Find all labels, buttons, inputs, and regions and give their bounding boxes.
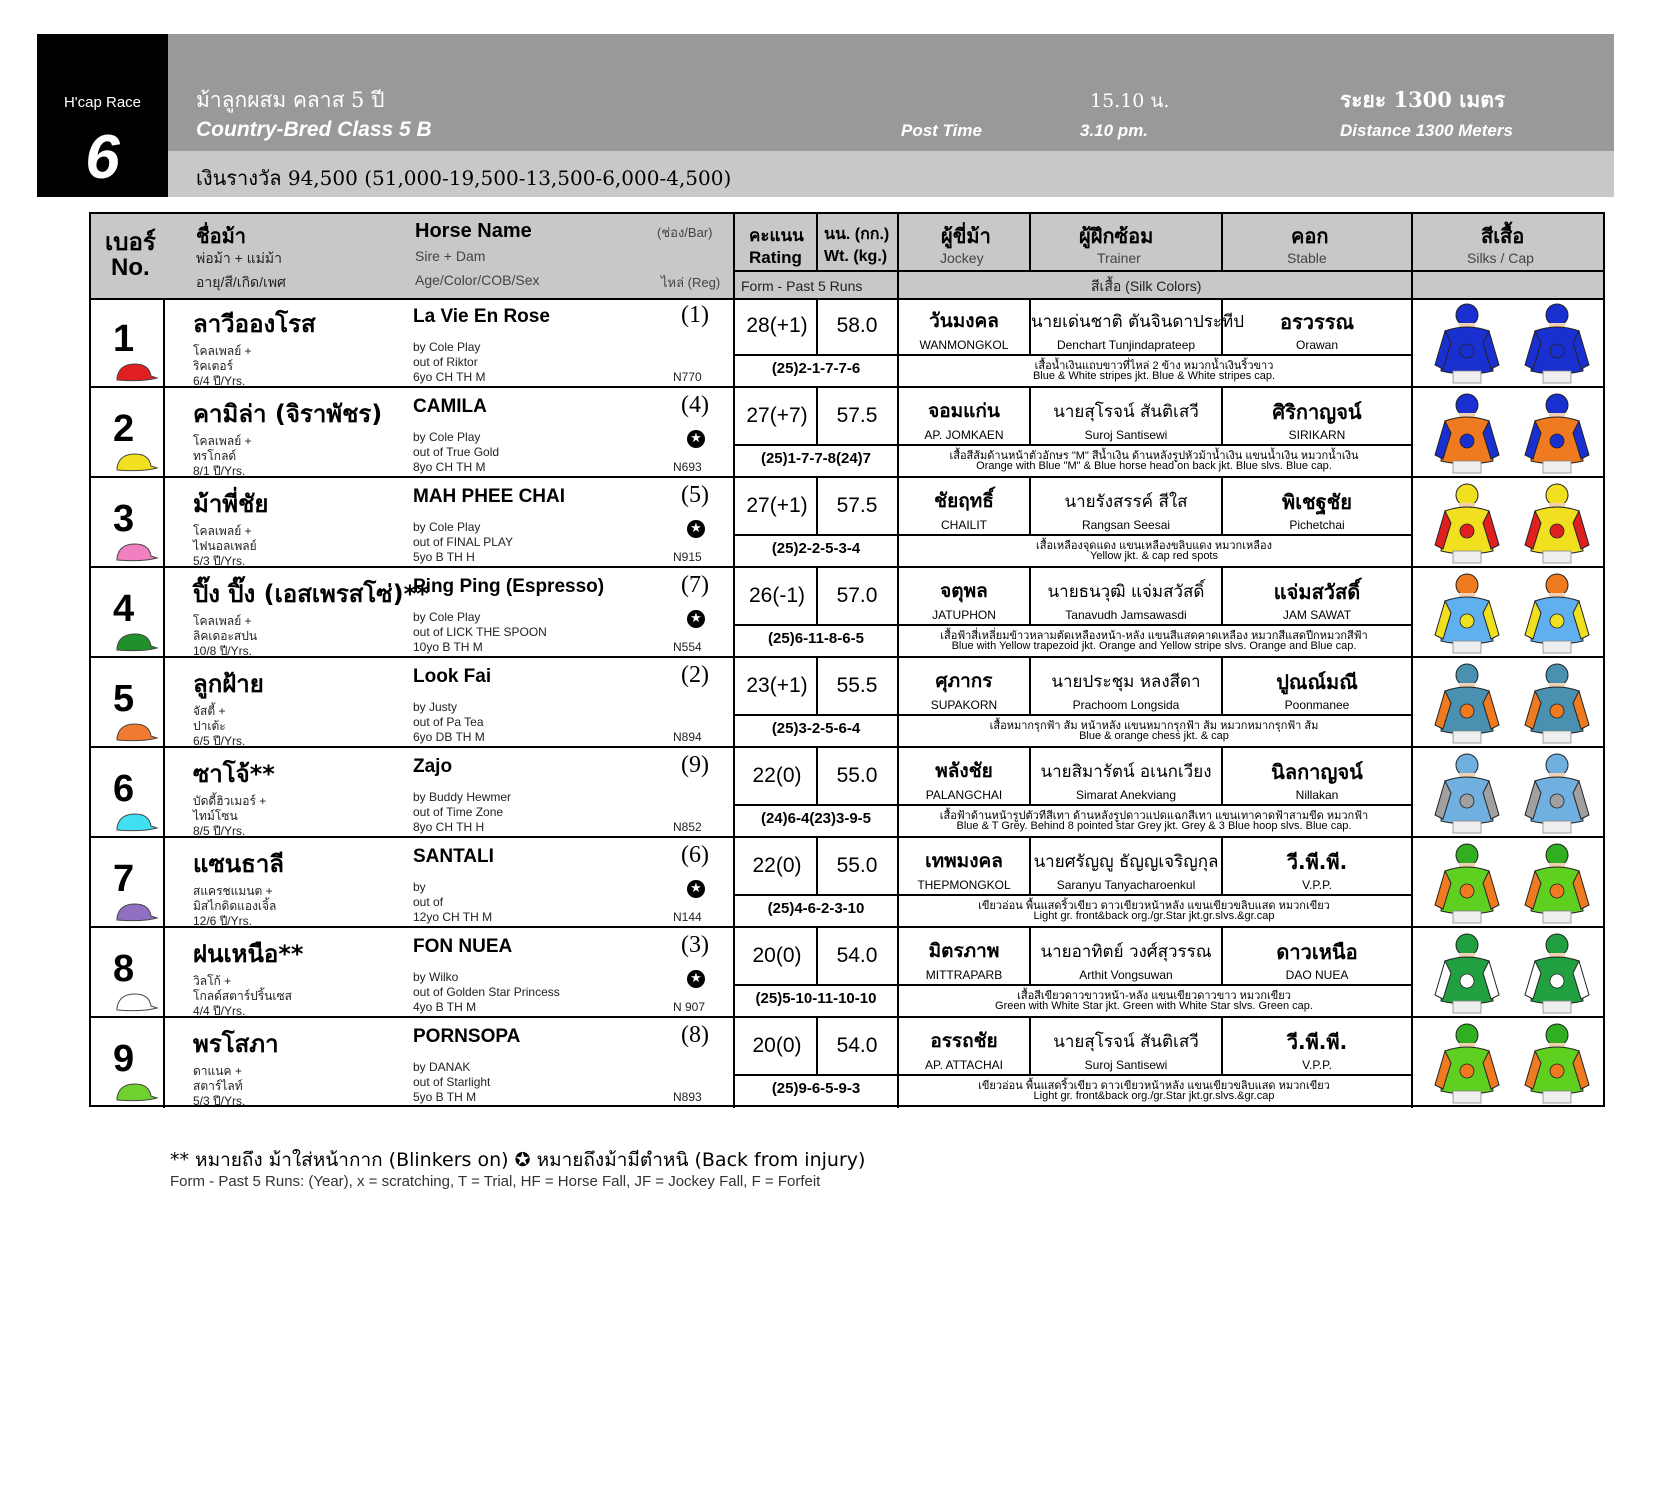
rating: 22(0) bbox=[752, 854, 802, 877]
header-age-thai: อายุ/สี/เกิด/เพศ bbox=[196, 274, 286, 290]
jockey-thai: เทพมงคล bbox=[925, 850, 1003, 872]
dam-thai: มิสไกดิดแองเจิ้ล bbox=[193, 899, 277, 913]
barrier: (9) bbox=[681, 752, 709, 778]
horse-name: PORNSOPA bbox=[413, 1026, 521, 1047]
sire: by Cole Play bbox=[413, 610, 481, 624]
post-time-thai: 15.10 น. bbox=[1090, 90, 1170, 112]
header-stable: Stable bbox=[1287, 250, 1327, 266]
registration: N554 bbox=[673, 640, 702, 654]
silk-colors: Blue & orange chess jkt. & cap bbox=[1079, 730, 1229, 742]
jockey-thai: พลังชัย bbox=[935, 760, 993, 782]
runners-table bbox=[89, 212, 1605, 1107]
injury-star-icon: ★ bbox=[687, 880, 705, 898]
header-reg: ไหล่ (Reg) bbox=[661, 275, 721, 290]
rating: 20(0) bbox=[752, 944, 802, 967]
header-weight: Wt. (kg.) bbox=[824, 248, 888, 265]
jockey: PALANGCHAI bbox=[925, 788, 1003, 802]
cap-icon bbox=[113, 540, 159, 562]
weight: 55.0 bbox=[836, 764, 878, 787]
stable-thai: ปูณณ์มณี bbox=[1276, 670, 1358, 694]
stable: V.P.P. bbox=[1302, 1058, 1332, 1072]
past-form: (25)2-2-5-3-4 bbox=[771, 540, 861, 557]
jockey: WANMONGKOL bbox=[919, 338, 1009, 352]
silk-colors-thai: เสื้อฟ้าด้านหน้ารูปตัวทีสีเทา ด้านหลังรูปดาวแปดแฉกสีเทา แขนเทาคาดฟ้าสามขีด หมวกฟ้า bbox=[939, 810, 1369, 822]
sire-thai: โคลเพลย์ + bbox=[193, 344, 252, 358]
stable-thai: แจ่มสวัสดิ์ bbox=[1273, 580, 1361, 604]
header-weight-thai: นน. (กก.) bbox=[824, 226, 890, 243]
silk-colors-thai: เขียวอ่อน พื้นแสดริ้วเขียว ดาวเขียวหน้าหลัง แขนเขียวขลิบแสด หมวกเขียว bbox=[978, 900, 1330, 912]
dam-thai: ริคเตอร์ bbox=[193, 359, 234, 373]
silk-colors: Yellow jkt. & cap red spots bbox=[1090, 550, 1218, 562]
table-row bbox=[91, 298, 1603, 388]
header-sire-dam-thai: พ่อม้า + แม่ม้า bbox=[196, 250, 283, 266]
jockey-silk-icon bbox=[1431, 481, 1503, 565]
age-color-sex: 4yo B TH M bbox=[413, 1000, 477, 1014]
jockey-silk-icon bbox=[1431, 661, 1503, 745]
table-row bbox=[91, 748, 1603, 838]
jockey-silk-icon bbox=[1521, 931, 1593, 1015]
silk-colors: Orange with Blue "M" & Blue horse head on back jkt. Blue slvs. Blue cap. bbox=[976, 460, 1332, 472]
jockey: CHAILIT bbox=[940, 518, 987, 532]
rating: 26(-1) bbox=[748, 584, 806, 607]
jockey-thai: อรรถชัย bbox=[930, 1030, 998, 1052]
age-thai: 12/6 ปี/Yrs. bbox=[193, 914, 252, 928]
horse-name-thai: ปิ๊ง ปิ๊ง (เอสเพรสโซ่)** bbox=[193, 580, 429, 608]
past-form: (25)2-1-7-7-6 bbox=[771, 360, 861, 377]
barrier: (3) bbox=[681, 932, 709, 958]
weight: 54.0 bbox=[836, 1034, 878, 1057]
trainer-thai: นายรังสรรค์ สีใส bbox=[1064, 492, 1188, 512]
jockey-silk-icon bbox=[1431, 931, 1503, 1015]
hcap-label: H'cap Race bbox=[63, 94, 142, 111]
horse-name-thai: พรโสภา bbox=[193, 1030, 279, 1058]
jockey-thai: จอมแก่น bbox=[928, 400, 1000, 422]
trainer: Prachoom Longsida bbox=[1072, 698, 1180, 712]
stable: Orawan bbox=[1295, 338, 1339, 352]
age-color-sex: 5yo B TH H bbox=[413, 550, 475, 564]
jockey: AP. ATTACHAI bbox=[924, 1058, 1004, 1072]
weight: 57.5 bbox=[836, 404, 878, 427]
horse-name-thai: ลูกฝ้าย bbox=[193, 670, 264, 698]
past-form: (25)6-11-8-6-5 bbox=[768, 630, 864, 647]
jockey-silk-icon bbox=[1431, 1021, 1503, 1105]
table-row bbox=[91, 568, 1603, 658]
sire: by Cole Play bbox=[413, 430, 481, 444]
dam-thai: ไฟนอลเพลย์ bbox=[193, 539, 257, 553]
cap-icon bbox=[113, 900, 159, 922]
race-number: 6 bbox=[85, 123, 120, 192]
horse-name-thai: ฝนเหนือ** bbox=[193, 940, 304, 968]
age-thai: 4/4 ปี/Yrs. bbox=[193, 1004, 246, 1018]
age-thai: 6/4 ปี/Yrs. bbox=[193, 374, 246, 388]
header-rating: Rating bbox=[749, 248, 802, 267]
horse-name-thai: แซนธาลี bbox=[193, 850, 284, 878]
dam: out of Time Zone bbox=[413, 805, 504, 819]
sire-thai: วิลโก้ + bbox=[193, 974, 232, 988]
jockey-silk-icon bbox=[1521, 571, 1593, 655]
table-row bbox=[91, 1018, 1603, 1108]
rating: 28(+1) bbox=[746, 314, 808, 337]
rating: 22(0) bbox=[752, 764, 802, 787]
horse-name: La Vie En Rose bbox=[413, 306, 550, 327]
dam-thai: ลิคเดอะสปน bbox=[193, 629, 258, 643]
horse-number: 9 bbox=[113, 1038, 135, 1080]
horse-name: SANTALI bbox=[413, 846, 494, 867]
dam: out of bbox=[413, 895, 444, 909]
jockey-thai: วันมงคล bbox=[929, 310, 999, 332]
trainer-thai: นายสุโรจน์ สันติเสวี bbox=[1053, 1032, 1199, 1052]
sire: by Cole Play bbox=[413, 340, 481, 354]
jockey-silk-icon bbox=[1521, 661, 1593, 745]
stable-thai: นิลกาญจน์ bbox=[1271, 760, 1363, 784]
dam: out of LICK THE SPOON bbox=[413, 625, 547, 639]
cap-icon bbox=[113, 1080, 159, 1102]
sire-thai: โคลเพลย์ + bbox=[193, 614, 252, 628]
past-form: (25)9-6-5-9-3 bbox=[771, 1080, 861, 1097]
trainer: Arthit Vongsuwan bbox=[1079, 968, 1173, 982]
barrier: (8) bbox=[681, 1022, 709, 1048]
distance-thai: ระยะ 1300 เมตร bbox=[1340, 87, 1506, 112]
silk-colors: Light gr. front&back org./gr.Star jkt.gr.slvs.&gr.cap bbox=[1033, 910, 1275, 922]
trainer: Denchart Tunjindaprateep bbox=[1056, 338, 1196, 352]
table-row bbox=[91, 928, 1603, 1018]
distance: Distance 1300 Meters bbox=[1340, 121, 1513, 140]
injury-star-icon: ★ bbox=[687, 610, 705, 628]
silk-colors-thai: เสื้อน้ำเงินแถบขาวที่ไหล่ 2 ข้าง หมวกน้ำเงินริ้วขาว bbox=[1034, 360, 1274, 372]
registration: N693 bbox=[673, 460, 702, 474]
stable: Nillakan bbox=[1295, 788, 1339, 802]
post-time: 3.10 pm. bbox=[1080, 121, 1149, 140]
header-horse-name: Horse Name bbox=[415, 220, 532, 242]
silk-colors: Blue & T Grey. Behind 8 pointed star Grey jkt. Grey & 3 Blue hoop slvs. Blue cap. bbox=[956, 820, 1352, 832]
sire: by bbox=[413, 880, 426, 894]
jockey: JATUPHON bbox=[932, 608, 996, 622]
cap-icon bbox=[113, 630, 159, 652]
weight: 55.0 bbox=[836, 854, 878, 877]
silk-colors: Green with White Star jkt. Green with White Star slvs. Green cap. bbox=[995, 1000, 1313, 1012]
sire: by Wilko bbox=[413, 970, 459, 984]
age-thai: 8/5 ปี/Yrs. bbox=[193, 824, 246, 838]
header-stable-thai: คอก bbox=[1291, 226, 1329, 248]
horse-name: CAMILA bbox=[413, 396, 487, 417]
jockey-silk-icon bbox=[1521, 391, 1593, 475]
trainer-thai: นายสุโรจน์ สันติเสวี bbox=[1053, 402, 1199, 422]
header-jockey-thai: ผู้ขี่ม้า bbox=[941, 226, 991, 248]
header-form: Form - Past 5 Runs bbox=[741, 278, 863, 294]
barrier: (5) bbox=[681, 482, 709, 508]
post-time-label: Post Time bbox=[901, 121, 982, 140]
cap-icon bbox=[113, 990, 159, 1012]
sire-thai: บัดดี้ฮิวเมอร์ + bbox=[193, 794, 267, 808]
weight: 57.0 bbox=[836, 584, 878, 607]
horse-name-thai: คามิล่า (จิราพัชร) bbox=[193, 400, 383, 428]
barrier: (7) bbox=[681, 572, 709, 598]
past-form: (25)5-10-11-10-10 bbox=[755, 990, 877, 1007]
header-no-thai: เบอร์ bbox=[105, 229, 156, 256]
trainer: Suroj Santisewi bbox=[1084, 428, 1168, 442]
jockey-silk-icon bbox=[1521, 751, 1593, 835]
header-name-thai: ชื่อม้า bbox=[196, 226, 246, 248]
dam: out of Riktor bbox=[413, 355, 478, 369]
trainer: Simarat Anekviang bbox=[1075, 788, 1177, 802]
age-color-sex: 12yo CH TH M bbox=[413, 910, 493, 924]
horse-number: 3 bbox=[113, 498, 135, 540]
age-color-sex: 8yo CH TH H bbox=[413, 820, 485, 834]
sire: by DANAK bbox=[413, 1060, 471, 1074]
header-trainer-thai: ผู้ฝึกซ้อม bbox=[1079, 226, 1154, 248]
prize-money: เงินรางวัล 94,500 (51,000-19,500-13,500-6,000-4,500) bbox=[196, 166, 732, 190]
jockey-silk-icon bbox=[1521, 301, 1593, 385]
header-trainer: Trainer bbox=[1097, 250, 1141, 266]
silk-colors-thai: เสื้อฟ้าสี่เหลี่ยมข้าวหลามตัดเหลืองหน้า-หลัง แขนสีแสดคาดเหลือง หมวกสีแสดปีกหมวกสีฟ้า bbox=[940, 630, 1368, 642]
header-bar: (ช่อง/Bar) bbox=[657, 225, 713, 240]
dam: out of Pa Tea bbox=[413, 715, 484, 729]
jockey-thai: มิตรภาพ bbox=[928, 940, 1000, 962]
stable-thai: วี.พี.พี. bbox=[1286, 850, 1348, 874]
table-header bbox=[91, 214, 1603, 300]
dam-thai: สตาร์ไลท์ bbox=[193, 1079, 243, 1093]
jockey: MITTRAPARB bbox=[925, 968, 1003, 982]
barrier: (4) bbox=[681, 392, 709, 418]
jockey-thai: ศุภากร bbox=[935, 670, 993, 692]
rating: 27(+7) bbox=[746, 404, 808, 427]
horse-name: MAH PHEE CHAI bbox=[413, 486, 566, 507]
horse-name-thai: ซาโจ้** bbox=[193, 760, 275, 788]
table-row bbox=[91, 478, 1603, 568]
footer-form-legend: Form - Past 5 Runs: (Year), x = scratching, T = Trial, HF = Horse Fall, JF = Jockey Fall, F = Forfeit bbox=[170, 1173, 821, 1190]
jockey: AP. JOMKAEN bbox=[924, 428, 1004, 442]
jockey-thai: จตุพล bbox=[940, 580, 988, 602]
race-header bbox=[168, 34, 1614, 151]
sire: by Justy bbox=[413, 700, 458, 714]
horse-name-thai: ลาวีอองโรส bbox=[193, 310, 316, 338]
header-age: Age/Color/COB/Sex bbox=[415, 272, 540, 288]
cap-icon bbox=[113, 360, 159, 382]
stable-thai: พิเชฐชัย bbox=[1282, 490, 1352, 514]
silk-colors: Light gr. front&back org./gr.Star jkt.gr.slvs.&gr.cap bbox=[1033, 1090, 1275, 1102]
header-rating-thai: คะแนน bbox=[749, 226, 804, 245]
registration: N894 bbox=[673, 730, 702, 744]
registration: N915 bbox=[673, 550, 702, 564]
trainer: Rangsan Seesai bbox=[1081, 518, 1171, 532]
table-row bbox=[91, 838, 1603, 928]
past-form: (24)6-4(23)3-9-5 bbox=[760, 810, 872, 827]
barrier: (6) bbox=[681, 842, 709, 868]
horse-name: FON NUEA bbox=[413, 936, 513, 957]
trainer-thai: นายธนวุฒิ แจ่มสวัสดิ์ bbox=[1047, 582, 1205, 602]
past-form: (25)4-6-2-3-10 bbox=[767, 900, 865, 917]
jockey-silk-icon bbox=[1431, 391, 1503, 475]
stable: V.P.P. bbox=[1302, 878, 1332, 892]
age-color-sex: 5yo B TH M bbox=[413, 1090, 477, 1104]
barrier: (2) bbox=[681, 662, 709, 688]
header-silk-colors: สีเสื้อ (Silk Colors) bbox=[1091, 278, 1202, 294]
header-jockey: Jockey bbox=[940, 250, 984, 266]
header-sire-dam: Sire + Dam bbox=[415, 248, 486, 264]
rating: 27(+1) bbox=[746, 494, 808, 517]
past-form: (25)3-2-5-6-4 bbox=[771, 720, 861, 737]
dam-thai: ปาเต้ะ bbox=[193, 719, 226, 733]
dam: out of FINAL PLAY bbox=[413, 535, 514, 549]
stable-thai: ดาวเหนือ bbox=[1276, 940, 1358, 964]
dam: out of Starlight bbox=[413, 1075, 491, 1089]
stable: Pichetchai bbox=[1289, 518, 1345, 532]
rating: 23(+1) bbox=[746, 674, 808, 697]
age-thai: 6/5 ปี/Yrs. bbox=[193, 734, 246, 748]
registration: N893 bbox=[673, 1090, 702, 1104]
age-thai: 8/1 ปี/Yrs. bbox=[193, 464, 246, 478]
registration: N 907 bbox=[673, 1000, 706, 1014]
injury-star-icon: ★ bbox=[687, 970, 705, 988]
class-thai: ม้าลูกผสม คลาส 5 ปี bbox=[196, 88, 385, 112]
header-no: No. bbox=[111, 254, 150, 281]
header-silks-thai: สีเสื้อ bbox=[1481, 226, 1525, 248]
weight: 55.5 bbox=[836, 674, 878, 697]
weight: 54.0 bbox=[836, 944, 878, 967]
sire-thai: โคลเพลย์ + bbox=[193, 524, 252, 538]
trainer-thai: นายศรัญญู ธัญญเจริญกุล bbox=[1033, 852, 1219, 872]
dam-thai: ทรโกลด์ bbox=[193, 449, 237, 463]
sire: by Cole Play bbox=[413, 520, 481, 534]
cap-icon bbox=[113, 810, 159, 832]
rating: 20(0) bbox=[752, 1034, 802, 1057]
silk-colors-thai: เสื้อหมากรุกฟ้า ส้ม หน้าหลัง แขนหมากรุกฟ้า ส้ม หมวกหมากรุกฟ้า ส้ม bbox=[989, 720, 1319, 732]
horse-number: 4 bbox=[113, 588, 135, 630]
trainer: Saranyu Tanyacharoenkul bbox=[1056, 878, 1196, 892]
silk-colors-thai: เสื้อสีส้มด้านหน้าตัวอักษร "M" สีน้ำเงิน ด้านหลังรูปหัวม้าน้ำเงิน แขนน้ำเงิน หมวกน้ำเงิน bbox=[949, 450, 1359, 462]
age-color-sex: 8yo CH TH M bbox=[413, 460, 486, 474]
horse-number: 8 bbox=[113, 948, 135, 990]
age-color-sex: 6yo DB TH M bbox=[413, 730, 485, 744]
race-number-box bbox=[37, 34, 168, 197]
weight: 58.0 bbox=[836, 314, 878, 337]
stable-thai: อรวรรณ bbox=[1279, 310, 1355, 334]
jockey: SUPAKORN bbox=[930, 698, 998, 712]
trainer: Suroj Santisewi bbox=[1084, 1058, 1168, 1072]
horse-number: 5 bbox=[113, 678, 135, 720]
silk-colors: Blue & White stripes jkt. Blue & White stripes cap. bbox=[1032, 370, 1276, 382]
sire-thai: จัสตี้ + bbox=[193, 704, 226, 718]
past-form: (25)1-7-7-8(24)7 bbox=[760, 450, 872, 467]
stable: Poonmanee bbox=[1284, 698, 1350, 712]
silk-colors: Blue with Yellow trapezoid jkt. Orange and Yellow stripe slvs. Orange and Blue cap. bbox=[951, 640, 1357, 652]
header-silks: Silks / Cap bbox=[1467, 250, 1534, 266]
sire-thai: ดาแนค + bbox=[193, 1064, 242, 1078]
dam: out of Golden Star Princess bbox=[413, 985, 560, 999]
prize-bar bbox=[168, 151, 1614, 197]
weight: 57.5 bbox=[836, 494, 878, 517]
trainer-thai: นายสิมารัตน์ อเนกเวียง bbox=[1040, 762, 1212, 782]
age-color-sex: 10yo B TH M bbox=[413, 640, 483, 654]
jockey: THEPMONGKOL bbox=[917, 878, 1011, 892]
trainer: Tanavudh Jamsawasdi bbox=[1065, 608, 1187, 622]
stable: SIRIKARN bbox=[1288, 428, 1346, 442]
silk-colors-thai: เขียวอ่อน พื้นแสดริ้วเขียว ดาวเขียวหน้าหลัง แขนเขียวขลิบแสด หมวกเขียว bbox=[978, 1080, 1330, 1092]
sire-thai: โคลเพลย์ + bbox=[193, 434, 252, 448]
footer-legend: ** หมายถึง ม้าใส่หน้ากาก (Blinkers on) ✪ หมายถึงม้ามีตำหนิ (Back from injury) bbox=[170, 1149, 866, 1171]
jockey-silk-icon bbox=[1431, 301, 1503, 385]
horse-number: 1 bbox=[113, 318, 135, 360]
sire: by Buddy Hewmer bbox=[413, 790, 512, 804]
class-english: Country-Bred Class 5 B bbox=[196, 118, 432, 141]
barrier: (1) bbox=[681, 302, 709, 328]
stable-thai: วี.พี.พี. bbox=[1286, 1030, 1348, 1054]
jockey-thai: ชัยฤทธิ์ bbox=[934, 490, 994, 512]
horse-name: Look Fai bbox=[413, 666, 492, 687]
jockey-silk-icon bbox=[1431, 841, 1503, 925]
injury-star-icon: ★ bbox=[687, 520, 705, 538]
age-thai: 10/8 ปี/Yrs. bbox=[193, 644, 252, 658]
cap-icon bbox=[113, 720, 159, 742]
jockey-silk-icon bbox=[1521, 1021, 1593, 1105]
age-thai: 5/3 ปี/Yrs. bbox=[193, 554, 246, 568]
horse-number: 2 bbox=[113, 408, 135, 450]
jockey-silk-icon bbox=[1431, 751, 1503, 835]
jockey-silk-icon bbox=[1521, 841, 1593, 925]
jockey-silk-icon bbox=[1521, 481, 1593, 565]
stable: DAO NUEA bbox=[1285, 968, 1349, 982]
stable: JAM SAWAT bbox=[1282, 608, 1352, 622]
silk-colors-thai: เสื้อสีเขียวดาวขาวหน้า-หลัง แขนเขียวดาวขาว หมวกเขียว bbox=[1017, 990, 1291, 1002]
jockey-silk-icon bbox=[1431, 571, 1503, 655]
dam-thai: โกลด์สตาร์ปริ้นเซส bbox=[193, 989, 292, 1003]
trainer-thai: นายอาทิตย์ วงศ์สุวรรณ bbox=[1040, 942, 1212, 962]
age-color-sex: 6yo CH TH M bbox=[413, 370, 486, 384]
dam: out of True Gold bbox=[413, 445, 500, 459]
table-row bbox=[91, 658, 1603, 748]
cap-icon bbox=[113, 450, 159, 472]
registration: N852 bbox=[673, 820, 702, 834]
silk-colors-thai: เสื้อเหลืองจุดแดง แขนเหลืองขลิบแดง หมวกเหลือง bbox=[1036, 540, 1272, 552]
horse-name: Ping Ping (Espresso) bbox=[413, 576, 605, 597]
table-row bbox=[91, 388, 1603, 478]
sire-thai: สแครชแมนต + bbox=[193, 884, 273, 898]
horse-number: 7 bbox=[113, 858, 135, 900]
trainer-thai: นายเด่นชาติ ตันจินดาประทีป bbox=[1031, 312, 1245, 332]
horse-name: Zajo bbox=[413, 756, 453, 777]
injury-star-icon: ★ bbox=[687, 430, 705, 448]
horse-number: 6 bbox=[113, 768, 135, 810]
age-thai: 5/3 ปี/Yrs. bbox=[193, 1094, 246, 1108]
horse-name-thai: ม้าพี่ชัย bbox=[193, 490, 269, 518]
trainer-thai: นายประชุม หลงสีดา bbox=[1051, 672, 1201, 692]
registration: N144 bbox=[673, 910, 702, 924]
dam-thai: ไทม์โซน bbox=[193, 809, 238, 823]
stable-thai: ศิริกาญจน์ bbox=[1272, 400, 1362, 424]
registration: N770 bbox=[673, 370, 702, 384]
